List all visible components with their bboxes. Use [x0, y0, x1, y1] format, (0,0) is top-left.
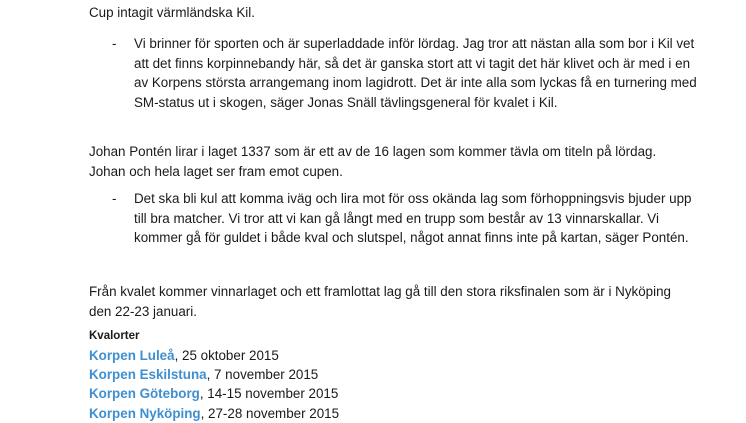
paragraph-3: Från kvalet kommer vinnarlaget och ett framlottat lag gå till den stora riksfinalen som är i Nyköping den 22-23 januari.	[89, 284, 672, 319]
venue-item	[89, 384, 339, 403]
venue-item	[89, 365, 339, 384]
quote-1-dash: -	[112, 36, 117, 51]
venue-item	[89, 346, 339, 365]
venue-date: , 25 oktober 2015	[174, 348, 279, 363]
venue-name[interactable]: Korpen Göteborg	[89, 386, 200, 402]
quote-1	[112, 34, 702, 113]
intro-tail-text: Cup intagit värmländska Kil.	[89, 5, 255, 20]
venue-name[interactable]: Korpen Eskilstuna	[89, 367, 207, 383]
venue-name[interactable]: Korpen Nyköping	[89, 405, 201, 421]
venue-date: , 7 november 2015	[206, 367, 319, 383]
quote-2	[112, 189, 702, 248]
paragraph-2: Johan Pontén lirar i laget 1337 som är ett av de 16 lagen som kommer tävla om titeln på lördag. Johan och hela laget ser fram emot cupen.	[89, 144, 657, 179]
venue-list	[89, 346, 339, 423]
quote-1-text: Vi brinner för sporten och är superladdade inför lördag. Jag tror att nästan alla som bor i Kil vet att det finns korpinnebandy här, så det är ganska stort att vi tagit det här klivet och är med i en av Korpens största arrangemang inom lagidrott. Det är inte alla som lyckas få en turnering med SM-status ut i skogen, säger Jonas Snäll tävlingsgeneral för kvalet i Kil.	[134, 36, 697, 111]
venue-date: , 27-28 november 2015	[200, 405, 340, 421]
venue-date: , 14-15 november 2015	[199, 386, 339, 402]
quote-2-text: Det ska bli kul att komma iväg och lira mot för oss okända lag som förhoppningsvis bjuder upp till bra matcher. Vi tror att vi kan gå långt med en trupp som består av 13 vinnarskallar. Vi kommer gå för guldet i både kval och slutspel, något annat finns inte på kartan, säger Pontén.	[134, 191, 692, 246]
venue-name[interactable]: Korpen Luleå	[89, 348, 175, 363]
venue-item	[89, 404, 339, 423]
quote-2-dash: -	[112, 191, 117, 206]
kvalorter-heading: Kvalorter	[89, 330, 140, 342]
